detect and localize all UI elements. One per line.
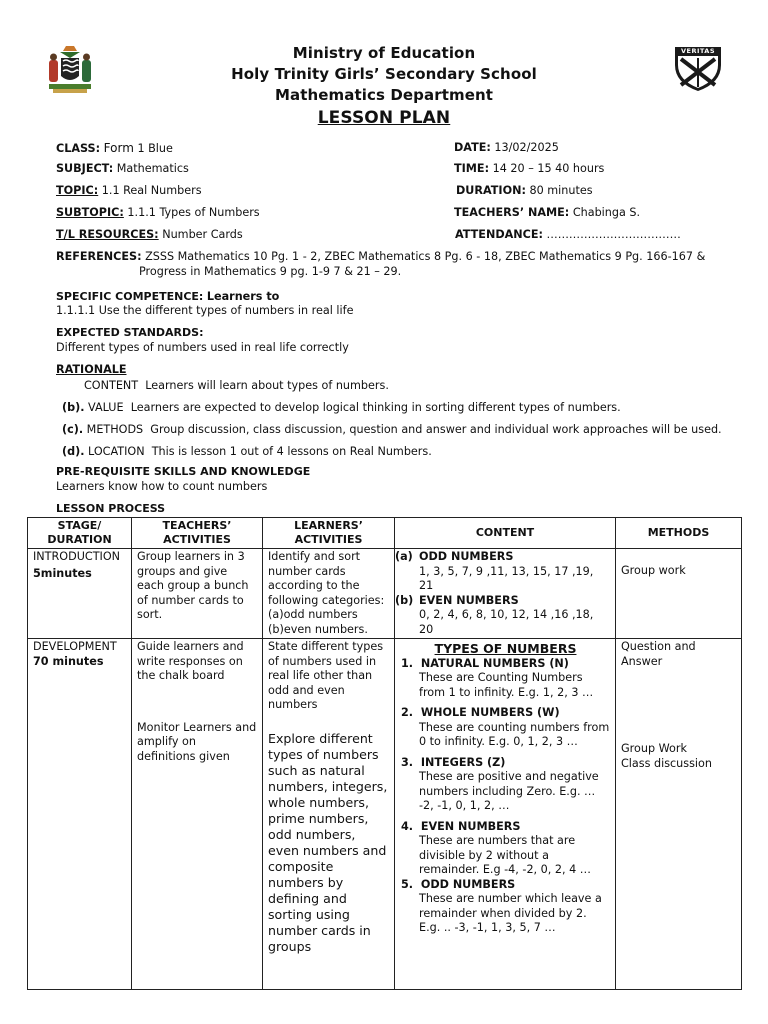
rationale-heading: RATIONALE <box>56 363 127 376</box>
prerequisite-heading: PRE-REQUISITE SKILLS AND KNOWLEDGE <box>56 465 311 478</box>
content-item-number: 5. <box>401 877 414 891</box>
content-item-body: These are counting numbers from 0 to infinity. E.g. 0, 1, 2, 3 … <box>419 720 610 748</box>
dev-learner-cell <box>263 639 395 990</box>
content-item-number: 4. <box>401 819 414 833</box>
dev-method-3: Class discussion <box>621 756 712 770</box>
content-item-title: INTEGERS (Z) <box>420 755 506 769</box>
prerequisite-text: Learners know how to count numbers <box>56 480 268 493</box>
dev-teacher-activity-1: Guide learners and write responses on the chalk board <box>137 640 244 682</box>
content-item-heading <box>401 756 610 771</box>
content-item-heading <box>401 878 610 893</box>
intro-learner-cell <box>263 549 395 639</box>
subject-value: Mathematics <box>116 162 189 175</box>
date-row <box>454 141 559 155</box>
table-header-row <box>28 518 742 549</box>
content-item-even <box>401 820 610 878</box>
dev-method-1: Question and Answer <box>621 640 696 668</box>
references-label: REFERENCES: <box>56 250 142 263</box>
department-title: Mathematics Department <box>274 86 494 104</box>
content-item-natural <box>401 657 610 701</box>
intro-content-a-head: ODD NUMBERS <box>419 550 514 563</box>
duration-label: DURATION: <box>456 184 526 197</box>
resources-value: Number Cards <box>162 228 243 241</box>
dev-teacher-cell <box>132 639 263 990</box>
rationale-methods <box>62 423 722 437</box>
content-item-heading <box>401 706 610 721</box>
intro-content-a-body: 1, 3, 5, 7, 9 ,11, 13, 15, 17 ,19, 21 <box>419 564 594 592</box>
veritas-logo-text: VERITAS <box>680 47 716 55</box>
intro-content-a-marker: (a) <box>395 550 413 563</box>
resources-row <box>56 228 243 242</box>
dev-methods-cell <box>616 639 742 990</box>
content-item-title: EVEN NUMBERS <box>420 819 521 833</box>
dev-method-2: Group Work <box>621 742 687 755</box>
standards-heading: EXPECTED STANDARDS: <box>56 326 204 339</box>
intro-content-b <box>395 594 610 609</box>
rationale-value <box>62 401 621 415</box>
rationale-content-label: CONTENT <box>84 379 139 392</box>
references-line1: ZSSS Mathematics 10 Pg. 1 - 2, ZBEC Mathematics 8 Pg. 6 - 18, ZBEC Mathematics 9 Pg. 166-167 & <box>145 250 706 263</box>
types-of-numbers-title: TYPES OF NUMBERS <box>434 641 577 656</box>
resources-label: T/L RESOURCES: <box>56 228 159 241</box>
duration-row <box>456 184 593 198</box>
rationale-methods-label: METHODS <box>86 423 144 436</box>
rationale-methods-prefix: (c). <box>62 423 84 436</box>
content-item-odd <box>401 878 610 936</box>
competence-heading: SPECIFIC COMPETENCE: <box>56 290 204 303</box>
teacher-row <box>454 206 640 220</box>
intro-learner-a: (a)odd numbers <box>268 608 358 621</box>
rationale-value-prefix: (b). <box>62 401 85 414</box>
intro-content-cell <box>395 549 616 639</box>
col-header-teacher: TEACHERS’ ACTIVITIES <box>132 518 263 549</box>
intro-content-a <box>395 550 610 565</box>
topic-value: 1.1 Real Numbers <box>101 184 202 197</box>
content-item-title: ODD NUMBERS <box>420 877 516 891</box>
intro-content-b-head: EVEN NUMBERS <box>419 593 519 607</box>
intro-method: Group work <box>621 564 686 577</box>
col-header-learner: LEARNERS’ ACTIVITIES <box>263 518 395 549</box>
dev-learner-activity-2: Explore different types of numbers such as natural numbers, integers, whole numbers, prime numbers, odd numbers, even numbers and composite numbers by defining and sorting using number cards in groups <box>268 730 388 954</box>
rationale-location <box>62 445 432 459</box>
intro-stage-cell <box>28 549 132 639</box>
rationale-content <box>84 379 389 393</box>
dev-stage: DEVELOPMENT <box>33 640 117 653</box>
subject-row <box>56 162 189 176</box>
intro-stage: INTRODUCTION <box>33 550 121 563</box>
attendance-label: ATTENDANCE: <box>455 228 543 241</box>
intro-learner-activity: Identify and sort number cards according to the following categories: <box>268 550 385 607</box>
class-row <box>56 141 173 156</box>
class-value-form: Form <box>103 141 134 155</box>
rationale-content-text: Learners will learn about types of numbers. <box>145 379 389 392</box>
intro-methods-cell <box>616 549 742 639</box>
subject-label: SUBJECT: <box>56 162 114 175</box>
content-item-heading <box>401 820 610 835</box>
rationale-location-label: LOCATION <box>88 445 145 458</box>
intro-content-b-body: 0, 2, 4, 6, 8, 10, 12, 14 ,16 ,18, 20 <box>419 608 594 636</box>
topic-row <box>56 184 202 198</box>
school-title: Holy Trinity Girls’ Secondary School <box>231 65 537 83</box>
content-item-number: 3. <box>401 755 414 769</box>
dev-teacher-activity-2: Monitor Learners and amplify on definitions given <box>137 720 257 763</box>
competence-text: 1.1.1.1 Use the different types of numbers in real life <box>56 304 354 317</box>
attendance-row <box>455 228 681 242</box>
rationale-value-label: VALUE <box>88 401 124 414</box>
rationale-value-text: Learners are expected to develop logical thinking in sorting different types of numbers. <box>130 401 621 414</box>
teacher-value: Chabinga S. <box>572 206 641 219</box>
col-header-methods: METHODS <box>616 518 742 549</box>
lesson-plan-title: LESSON PLAN <box>317 108 451 128</box>
standards-text: Different types of numbers used in real life correctly <box>56 341 349 354</box>
dev-duration: 70 minutes <box>33 654 104 668</box>
col-header-stage: STAGE/ DURATION <box>28 518 132 549</box>
content-item-body: These are Counting Numbers from 1 to infinity. E.g. 1, 2, 3 … <box>419 671 594 699</box>
content-item-heading <box>401 657 610 672</box>
class-label: CLASS: <box>56 142 101 155</box>
intro-teacher-activity: Group learners in 3 groups and give each group a bunch of number cards to sort. <box>137 550 249 621</box>
content-item-whole <box>401 706 610 750</box>
content-item-number: 2. <box>401 706 414 719</box>
ministry-title: Ministry of Education <box>292 44 476 62</box>
table-row <box>28 549 742 639</box>
time-value: 14 20 – 15 40 hours <box>492 162 605 175</box>
subtopic-label: SUBTOPIC: <box>56 206 124 219</box>
intro-duration: 5minutes <box>33 566 92 580</box>
content-item-number: 1. <box>401 656 414 670</box>
content-item-title: NATURAL NUMBERS (N) <box>420 656 569 670</box>
rationale-location-text: This is lesson 1 out of 4 lessons on Real Numbers. <box>151 445 432 458</box>
teacher-label: TEACHERS’ NAME: <box>454 206 570 219</box>
topic-label: TOPIC: <box>56 184 99 197</box>
intro-content-b-marker: (b) <box>395 593 414 607</box>
date-value: 13/02/2025 <box>494 141 559 154</box>
references-row <box>56 250 705 264</box>
lesson-process-heading: LESSON PROCESS <box>56 502 166 515</box>
references-line2: Progress in Mathematics 9 pg. 1-9 7 & 21 – 29. <box>139 265 402 278</box>
content-item-integers <box>401 756 610 814</box>
class-value-stream: 1 Blue <box>137 142 173 155</box>
subtopic-value: 1.1.1 Types of Numbers <box>127 206 260 219</box>
content-item-body: These are positive and negative numbers including Zero. E.g. … -2, -1, 0, 1, 2, … <box>419 770 599 812</box>
time-row <box>454 162 604 176</box>
intro-teacher-cell <box>132 549 263 639</box>
intro-learner-b: (b)even numbers. <box>268 622 368 636</box>
time-label: TIME: <box>454 162 490 175</box>
dev-learner-activity-1: State different types of numbers used in real life other than odd and even numbers <box>268 640 384 711</box>
duration-value: 80 minutes <box>529 184 593 197</box>
content-item-body: These are numbers that are divisible by 2 without a remainder. E.g -4, -2, 0, 2, 4 … <box>419 834 591 876</box>
content-item-body: These are number which leave a remainder when divided by 2. E.g. .. -3, -1, 1, 3, 5, 7 … <box>419 892 602 934</box>
content-item-title: WHOLE NUMBERS (W) <box>420 706 560 719</box>
rationale-methods-text: Group discussion, class discussion, question and answer and individual work approaches will be used. <box>150 423 722 436</box>
competence-heading-row <box>56 290 279 304</box>
date-label: DATE: <box>454 141 491 154</box>
subtopic-row <box>56 206 260 220</box>
attendance-value: ……………………………… <box>546 228 681 241</box>
col-header-content: CONTENT <box>395 518 616 549</box>
table-row <box>28 639 742 990</box>
lesson-process-table <box>27 517 742 990</box>
dev-content-cell <box>395 639 616 990</box>
competence-heading-tail: Learners to <box>206 290 280 303</box>
dev-stage-cell <box>28 639 132 990</box>
rationale-location-prefix: (d). <box>62 445 85 458</box>
